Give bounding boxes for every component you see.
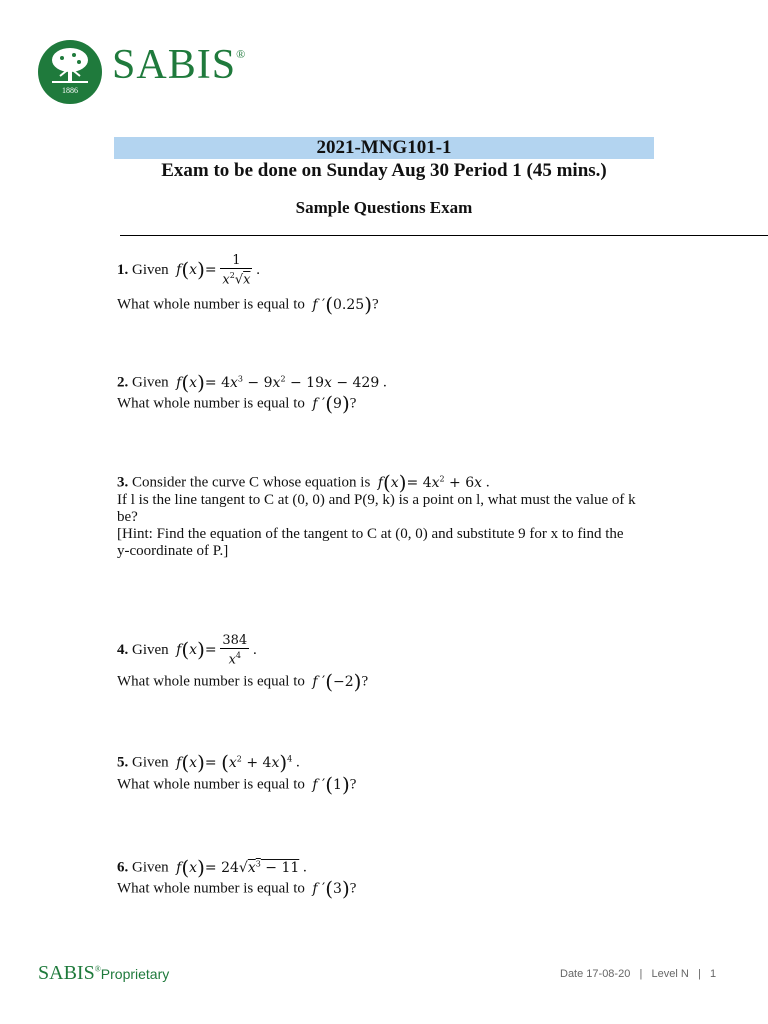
question-6-ask: What whole number is equal to f ′(3)? bbox=[117, 876, 357, 900]
question-1: 1. Given f(x)= $\frac{1}{x^2√x}$ . bbox=[117, 253, 260, 288]
brand-name: SABIS® bbox=[112, 42, 247, 88]
footer-info: Date 17-08-20 | Level N | 1 bbox=[560, 968, 717, 980]
divider bbox=[120, 235, 768, 236]
question-4: 4. Given f(x)= $\frac{384}{x^4}$ . bbox=[117, 633, 257, 668]
footer-brand: SABIS®Proprietary bbox=[38, 962, 170, 984]
tree-icon bbox=[48, 46, 92, 86]
question-2-ask: What whole number is equal to f ′(9)? bbox=[117, 391, 357, 415]
question-1-ask: What whole number is equal to f ′(0.25)? bbox=[117, 292, 379, 316]
question-3-line-2: be? bbox=[117, 509, 138, 525]
question-3-line-3: [Hint: Find the equation of the tangent to C at (0, 0) and substitute 9 for x to find the bbox=[117, 526, 624, 542]
sabis-logo bbox=[38, 40, 102, 104]
logo-year: 1886 bbox=[62, 86, 78, 95]
exam-code: 2021-MNG101-1 bbox=[316, 137, 452, 158]
exam-subtitle: Exam to be done on Sunday Aug 30 Period 1 (45 mins.) bbox=[161, 160, 607, 181]
exam-sample-heading: Sample Questions Exam bbox=[295, 198, 473, 217]
question-3-line-4: y-coordinate of P.] bbox=[117, 543, 229, 559]
question-5-ask: What whole number is equal to f ′(1)? bbox=[117, 772, 357, 796]
question-4-ask: What whole number is equal to f ′(−2)? bbox=[117, 669, 369, 693]
question-3-line-1: If l is the line tangent to C at (0, 0) and P(9, k) is a point on l, what must the value of k bbox=[117, 492, 636, 508]
question-2: 2. Given $f(x)= 4x^3 - 9x^2 - 19x - 429$ . bbox=[117, 370, 387, 395]
question-3: 3. Consider the curve C whose equation is $f(x)= 4x^2 + 6x$ . bbox=[117, 470, 490, 495]
question-6: 6. Given $f(x)= 24√x^3 - 11$ . bbox=[117, 855, 307, 880]
question-5: 5. Given $f(x)= (x^2 + 4x)^4$ . bbox=[117, 750, 300, 775]
